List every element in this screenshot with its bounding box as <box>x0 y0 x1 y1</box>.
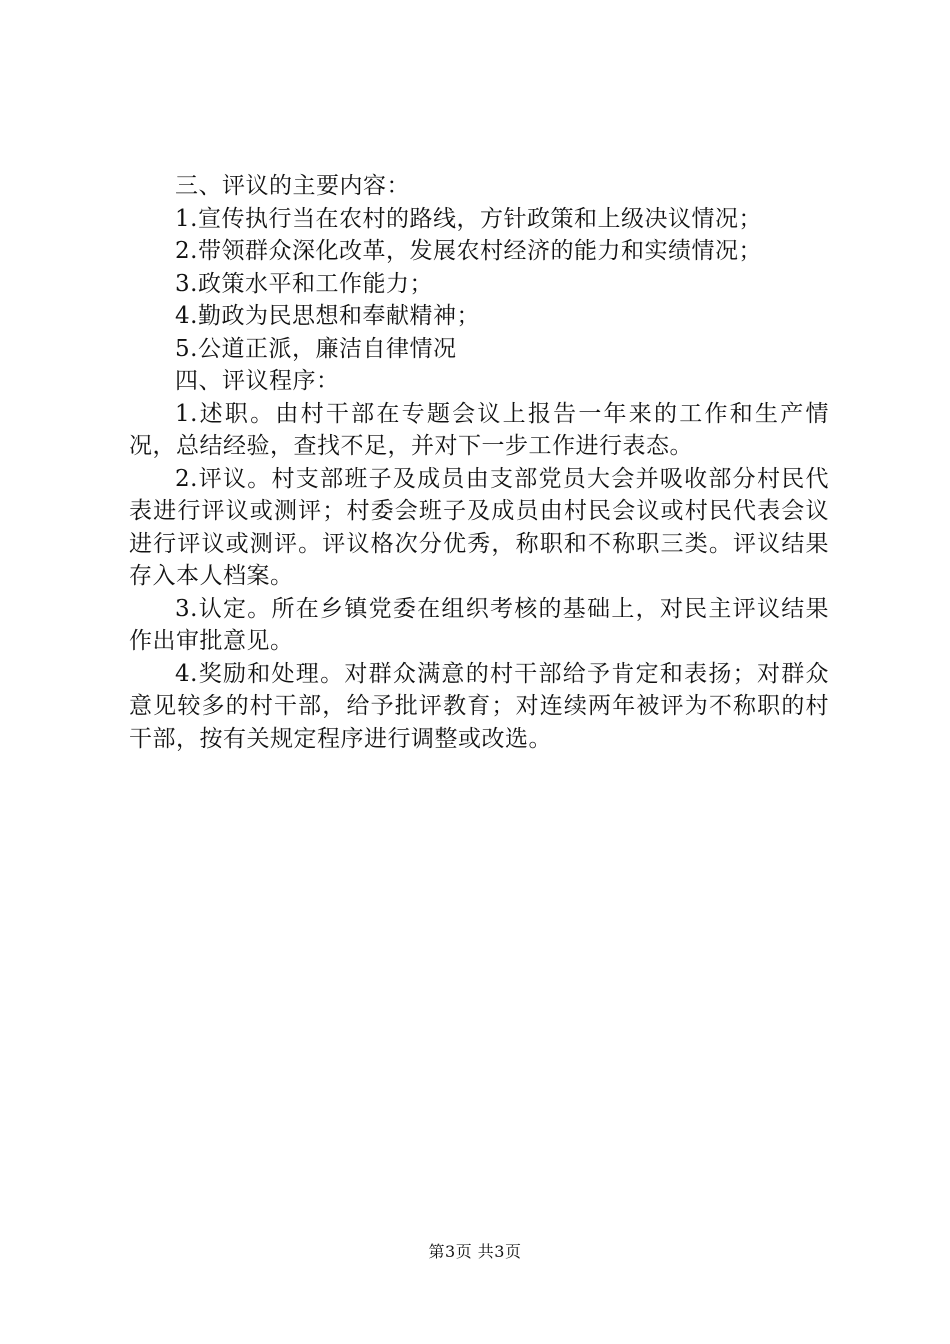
procedure-paragraph: 1.述职。由村干部在专题会议上报告一年来的工作和生产情况，总结经验，查找不足，并对下一步工作进行表态。 <box>129 400 829 459</box>
list-item: 5.公道正派，廉洁自律情况 <box>175 335 457 362</box>
list-item: 4.勤政为民思想和奉献精神； <box>175 303 480 329</box>
document-body <box>129 170 829 755</box>
procedure-paragraph: 3.认定。所在乡镇党委在组织考核的基础上，对民主评议结果作出审批意见。 <box>129 595 829 654</box>
section-heading-evaluation-content: 三、评议的主要内容： <box>175 173 410 199</box>
section-heading-evaluation-procedure: 四、评议程序： <box>175 368 340 394</box>
procedure-paragraph: 4.奖励和处理。对群众满意的村干部给予肯定和表扬；对群众意见较多的村干部，给予批评教育；对连续两年被评为不称职的村干部，按有关规定程序进行调整或改选。 <box>129 660 829 752</box>
list-item: 3.政策水平和工作能力； <box>175 270 433 297</box>
list-item: 1.宣传执行当在农村的路线，方针政策和上级决议情况； <box>175 205 762 232</box>
list-item: 2.带领群众深化改革，发展农村经济的能力和实绩情况； <box>175 238 762 264</box>
procedure-paragraph: 2.评议。村支部班子及成员由支部党员大会并吸收部分村民代表进行评议或测评；村委会班子及成员由村民会议或村民代表会议进行评议或测评。评议格次分优秀，称职和不称职三类。评议结果存入本人档案。 <box>129 465 829 589</box>
page-footer: 第3页 共3页 <box>428 1242 522 1261</box>
